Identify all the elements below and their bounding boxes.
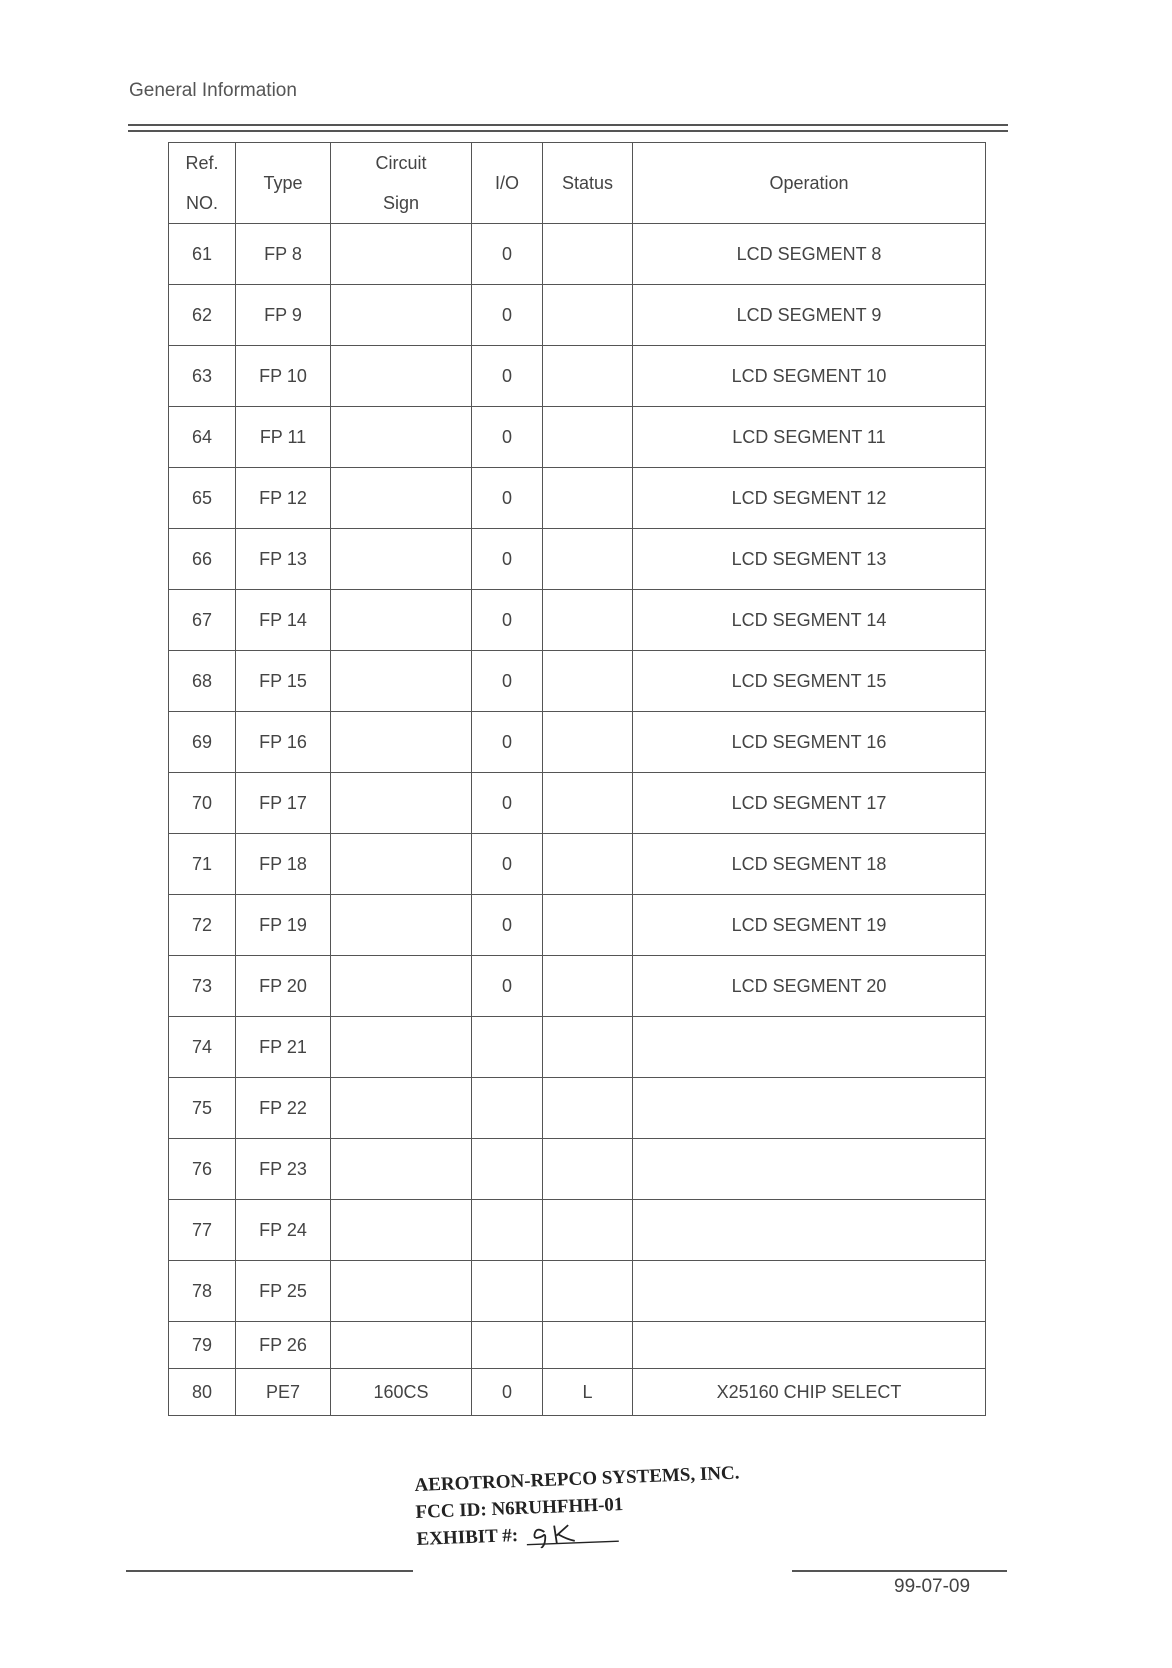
col-header-status: Status xyxy=(543,143,633,224)
cell-status xyxy=(543,1322,633,1369)
cell-type: FP 19 xyxy=(236,895,331,956)
table-row xyxy=(169,1017,986,1078)
cell-status: L xyxy=(543,1369,633,1416)
cell-status xyxy=(543,956,633,1017)
cell-io: 0 xyxy=(472,468,543,529)
table-row xyxy=(169,529,986,590)
cell-circuit-sign xyxy=(331,468,472,529)
cell-operation: LCD SEGMENT 11 xyxy=(633,407,986,468)
cell-status xyxy=(543,529,633,590)
cell-circuit-sign xyxy=(331,1200,472,1261)
cell-ref: 72 xyxy=(169,895,236,956)
footer-rule-right xyxy=(792,1570,1007,1572)
cell-status xyxy=(543,468,633,529)
cell-io: 0 xyxy=(472,956,543,1017)
table-row xyxy=(169,590,986,651)
cell-type: FP 11 xyxy=(236,407,331,468)
cell-operation xyxy=(633,1322,986,1369)
cell-ref: 73 xyxy=(169,956,236,1017)
cell-circuit-sign xyxy=(331,1017,472,1078)
cell-type: FP 20 xyxy=(236,956,331,1017)
cell-status xyxy=(543,1017,633,1078)
col-header-type: Type xyxy=(236,143,331,224)
cell-operation: LCD SEGMENT 16 xyxy=(633,712,986,773)
cell-ref: 61 xyxy=(169,224,236,285)
cell-circuit-sign xyxy=(331,224,472,285)
cell-type: FP 13 xyxy=(236,529,331,590)
cell-operation: LCD SEGMENT 12 xyxy=(633,468,986,529)
cell-circuit-sign xyxy=(331,529,472,590)
table-row xyxy=(169,1322,986,1369)
table-row xyxy=(169,1261,986,1322)
table-row xyxy=(169,224,986,285)
cell-circuit-sign: 160CS xyxy=(331,1369,472,1416)
cell-ref: 66 xyxy=(169,529,236,590)
cell-operation: LCD SEGMENT 15 xyxy=(633,651,986,712)
cell-ref: 65 xyxy=(169,468,236,529)
table-row xyxy=(169,1200,986,1261)
cell-io: 0 xyxy=(472,773,543,834)
cell-operation xyxy=(633,1017,986,1078)
cell-io: 0 xyxy=(472,285,543,346)
cell-status xyxy=(543,712,633,773)
table-row xyxy=(169,834,986,895)
cell-circuit-sign xyxy=(331,651,472,712)
cell-type: FP 21 xyxy=(236,1017,331,1078)
cell-status xyxy=(543,407,633,468)
table-row xyxy=(169,285,986,346)
cell-operation: LCD SEGMENT 9 xyxy=(633,285,986,346)
cell-operation: LCD SEGMENT 17 xyxy=(633,773,986,834)
cell-io: 0 xyxy=(472,651,543,712)
cell-io xyxy=(472,1261,543,1322)
cell-ref: 77 xyxy=(169,1200,236,1261)
cell-operation xyxy=(633,1200,986,1261)
header-rule xyxy=(128,124,1008,126)
cell-circuit-sign xyxy=(331,1139,472,1200)
cell-circuit-sign xyxy=(331,1261,472,1322)
cell-operation xyxy=(633,1078,986,1139)
cell-operation xyxy=(633,1139,986,1200)
cell-type: FP 26 xyxy=(236,1322,331,1369)
cell-circuit-sign xyxy=(331,834,472,895)
table-row xyxy=(169,773,986,834)
cell-io: 0 xyxy=(472,1369,543,1416)
cell-io: 0 xyxy=(472,895,543,956)
cell-operation: LCD SEGMENT 20 xyxy=(633,956,986,1017)
cell-status xyxy=(543,651,633,712)
company-block xyxy=(414,1460,742,1553)
cell-status xyxy=(543,285,633,346)
cell-ref: 78 xyxy=(169,1261,236,1322)
cell-operation: LCD SEGMENT 19 xyxy=(633,895,986,956)
col-header-circuit-sign: Circuit Sign xyxy=(331,143,472,224)
cell-ref: 68 xyxy=(169,651,236,712)
header-rule-double xyxy=(128,130,1008,132)
table-row xyxy=(169,712,986,773)
cell-ref: 80 xyxy=(169,1369,236,1416)
cell-type: FP 25 xyxy=(236,1261,331,1322)
cell-io xyxy=(472,1017,543,1078)
fcc-id: FCC ID: N6RUHFHH-01 xyxy=(415,1493,624,1523)
cell-io xyxy=(472,1139,543,1200)
table-row xyxy=(169,1369,986,1416)
cell-circuit-sign xyxy=(331,956,472,1017)
cell-status xyxy=(543,1078,633,1139)
cell-ref: 79 xyxy=(169,1322,236,1369)
cell-io: 0 xyxy=(472,590,543,651)
col-header-ref: Ref. NO. xyxy=(169,143,236,224)
cell-status xyxy=(543,224,633,285)
cell-status xyxy=(543,1139,633,1200)
table-header-row xyxy=(169,143,986,224)
cell-ref: 69 xyxy=(169,712,236,773)
table-row xyxy=(169,346,986,407)
cell-operation: LCD SEGMENT 8 xyxy=(633,224,986,285)
cell-ref: 71 xyxy=(169,834,236,895)
col-header-io: I/O xyxy=(472,143,543,224)
cell-circuit-sign xyxy=(331,712,472,773)
cell-operation: LCD SEGMENT 13 xyxy=(633,529,986,590)
cell-type: FP 16 xyxy=(236,712,331,773)
cell-io xyxy=(472,1200,543,1261)
table-row xyxy=(169,895,986,956)
cell-status xyxy=(543,1200,633,1261)
pin-table xyxy=(168,142,986,1416)
cell-ref: 74 xyxy=(169,1017,236,1078)
cell-io: 0 xyxy=(472,712,543,773)
cell-ref: 62 xyxy=(169,285,236,346)
cell-type: FP 15 xyxy=(236,651,331,712)
cell-type: FP 22 xyxy=(236,1078,331,1139)
cell-ref: 64 xyxy=(169,407,236,468)
cell-type: FP 14 xyxy=(236,590,331,651)
cell-status xyxy=(543,346,633,407)
exhibit-label: EXHIBIT #: xyxy=(416,1525,519,1550)
cell-ref: 75 xyxy=(169,1078,236,1139)
cell-circuit-sign xyxy=(331,407,472,468)
cell-ref: 70 xyxy=(169,773,236,834)
cell-type: FP 9 xyxy=(236,285,331,346)
cell-status xyxy=(543,895,633,956)
cell-type: PE7 xyxy=(236,1369,331,1416)
footer-rule-left xyxy=(126,1570,413,1572)
document-date: 99-07-09 xyxy=(894,1576,971,1597)
cell-io: 0 xyxy=(472,834,543,895)
table-row xyxy=(169,956,986,1017)
cell-io: 0 xyxy=(472,529,543,590)
cell-io: 0 xyxy=(472,224,543,285)
col-header-operation: Operation xyxy=(633,143,986,224)
cell-circuit-sign xyxy=(331,346,472,407)
cell-ref: 67 xyxy=(169,590,236,651)
cell-type: FP 18 xyxy=(236,834,331,895)
cell-type: FP 12 xyxy=(236,468,331,529)
cell-circuit-sign xyxy=(331,773,472,834)
cell-type: FP 24 xyxy=(236,1200,331,1261)
table-row xyxy=(169,651,986,712)
cell-status xyxy=(543,590,633,651)
cell-status xyxy=(543,773,633,834)
cell-operation: X25160 CHIP SELECT xyxy=(633,1369,986,1416)
cell-circuit-sign xyxy=(331,895,472,956)
cell-operation xyxy=(633,1261,986,1322)
exhibit-signature xyxy=(522,1519,623,1549)
cell-circuit-sign xyxy=(331,285,472,346)
company-name: AEROTRON-REPCO SYSTEMS, INC. xyxy=(414,1462,740,1496)
cell-ref: 76 xyxy=(169,1139,236,1200)
cell-circuit-sign xyxy=(331,1322,472,1369)
cell-io: 0 xyxy=(472,407,543,468)
table-row xyxy=(169,1139,986,1200)
cell-status xyxy=(543,834,633,895)
cell-type: FP 17 xyxy=(236,773,331,834)
section-title: General Information xyxy=(129,80,297,101)
cell-ref: 63 xyxy=(169,346,236,407)
table-row xyxy=(169,1078,986,1139)
cell-operation: LCD SEGMENT 14 xyxy=(633,590,986,651)
cell-operation: LCD SEGMENT 18 xyxy=(633,834,986,895)
cell-io: 0 xyxy=(472,346,543,407)
table-row xyxy=(169,407,986,468)
cell-circuit-sign xyxy=(331,590,472,651)
table-row xyxy=(169,468,986,529)
cell-type: FP 10 xyxy=(236,346,331,407)
cell-io xyxy=(472,1322,543,1369)
cell-io xyxy=(472,1078,543,1139)
cell-type: FP 23 xyxy=(236,1139,331,1200)
cell-circuit-sign xyxy=(331,1078,472,1139)
cell-operation: LCD SEGMENT 10 xyxy=(633,346,986,407)
cell-type: FP 8 xyxy=(236,224,331,285)
cell-status xyxy=(543,1261,633,1322)
